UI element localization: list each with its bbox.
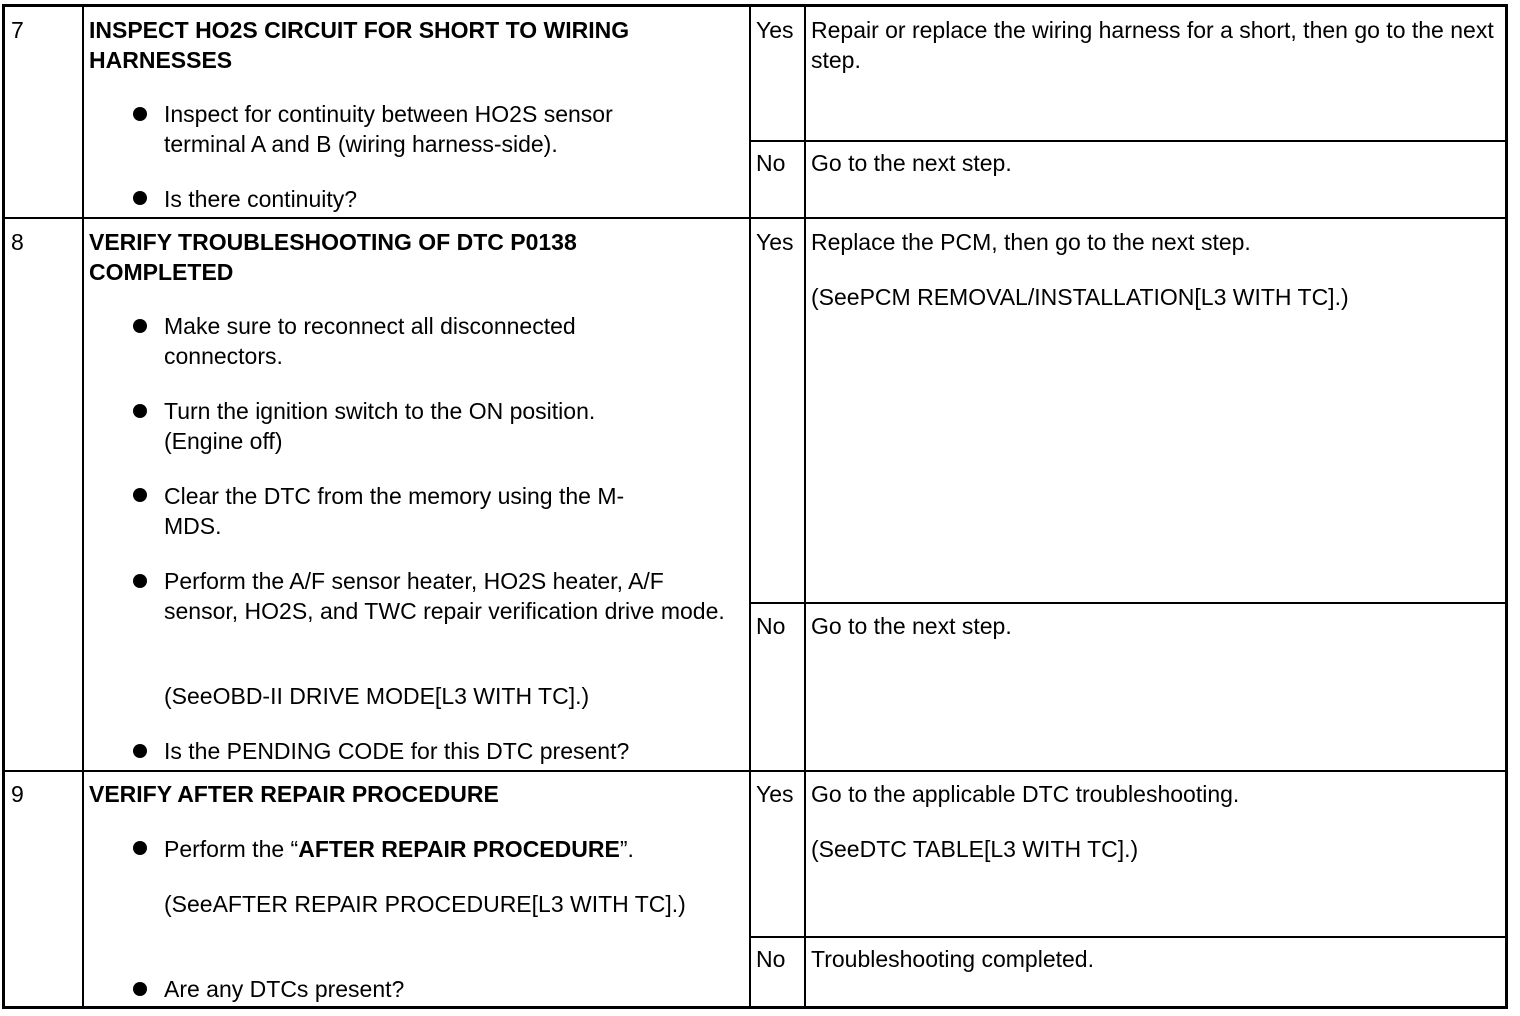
step-instruction: [164, 834, 749, 864]
yes-reference-note: (SeePCM REMOVAL/INSTALLATION[L3 WITH TC].): [811, 284, 1349, 310]
step-number: 7: [11, 17, 24, 43]
yes-reference-note: (SeeDTC TABLE[L3 WITH TC].): [811, 836, 1139, 862]
step-instruction: Is there continuity?: [164, 186, 358, 212]
no-action: Go to the next step.: [811, 613, 1012, 639]
no-action: Go to the next step.: [811, 150, 1012, 176]
no-label: No: [756, 613, 786, 639]
instruction-emphasis: AFTER REPAIR PROCEDURE: [298, 836, 620, 862]
yes-action: Repair or replace the wiring harness for a short, then go to the next step.: [811, 17, 1494, 73]
step-number: 9: [11, 781, 24, 807]
column-divider-yes-no: [804, 6, 806, 1007]
yes-action: Go to the applicable DTC troubleshooting.: [811, 781, 1240, 807]
row-divider: [4, 217, 1506, 219]
instruction-text: ”.: [619, 836, 634, 862]
bullet-icon: [133, 488, 147, 502]
yes-label: Yes: [756, 229, 794, 255]
bullet-icon: [133, 982, 147, 996]
yes-action: Replace the PCM, then go to the next step.: [811, 229, 1251, 255]
yes-no-divider: [750, 140, 1506, 142]
bullet-icon: [133, 107, 147, 121]
yes-no-divider: [750, 936, 1506, 938]
bullet-icon: [133, 404, 147, 418]
no-action: Troubleshooting completed.: [811, 946, 1094, 972]
step-title: VERIFY AFTER REPAIR PROCEDURE: [89, 781, 499, 807]
step-number: 8: [11, 229, 24, 255]
step-instruction: Clear the DTC from the memory using the M-MDS.: [164, 483, 625, 539]
no-label: No: [756, 946, 786, 972]
bullet-icon: [133, 574, 147, 588]
step-instruction: Make sure to reconnect all disconnected connectors.: [164, 313, 576, 369]
step-instruction: Is the PENDING CODE for this DTC present?: [164, 738, 630, 764]
bullet-icon: [133, 841, 147, 855]
step-title: INSPECT HO2S CIRCUIT FOR SHORT TO WIRING HARNESSES: [89, 17, 630, 73]
step-instruction: Perform the A/F sensor heater, HO2S heater, A/F sensor, HO2S, and TWC repair verification drive mode.: [164, 568, 725, 624]
row-divider: [4, 770, 1506, 772]
step-instruction: Turn the ignition switch to the ON position. (Engine off): [164, 398, 596, 454]
reference-note: (SeeAFTER REPAIR PROCEDURE[L3 WITH TC].): [164, 891, 686, 917]
yes-no-divider: [750, 602, 1506, 604]
no-label: No: [756, 150, 786, 176]
step-instruction: Are any DTCs present?: [164, 976, 405, 1002]
column-divider-step: [82, 6, 84, 1007]
bullet-icon: [133, 191, 147, 205]
instruction-text: Perform the “: [164, 836, 299, 862]
reference-note: (SeeOBD-II DRIVE MODE[L3 WITH TC].): [164, 683, 590, 709]
yes-label: Yes: [756, 781, 794, 807]
yes-label: Yes: [756, 17, 794, 43]
column-divider-action: [749, 6, 751, 1007]
bullet-icon: [133, 319, 147, 333]
step-title: VERIFY TROUBLESHOOTING OF DTC P0138 COMPLETED: [89, 229, 577, 285]
step-instruction: Inspect for continuity between HO2S sensor terminal A and B (wiring harness-side).: [164, 101, 613, 157]
bullet-icon: [133, 744, 147, 758]
